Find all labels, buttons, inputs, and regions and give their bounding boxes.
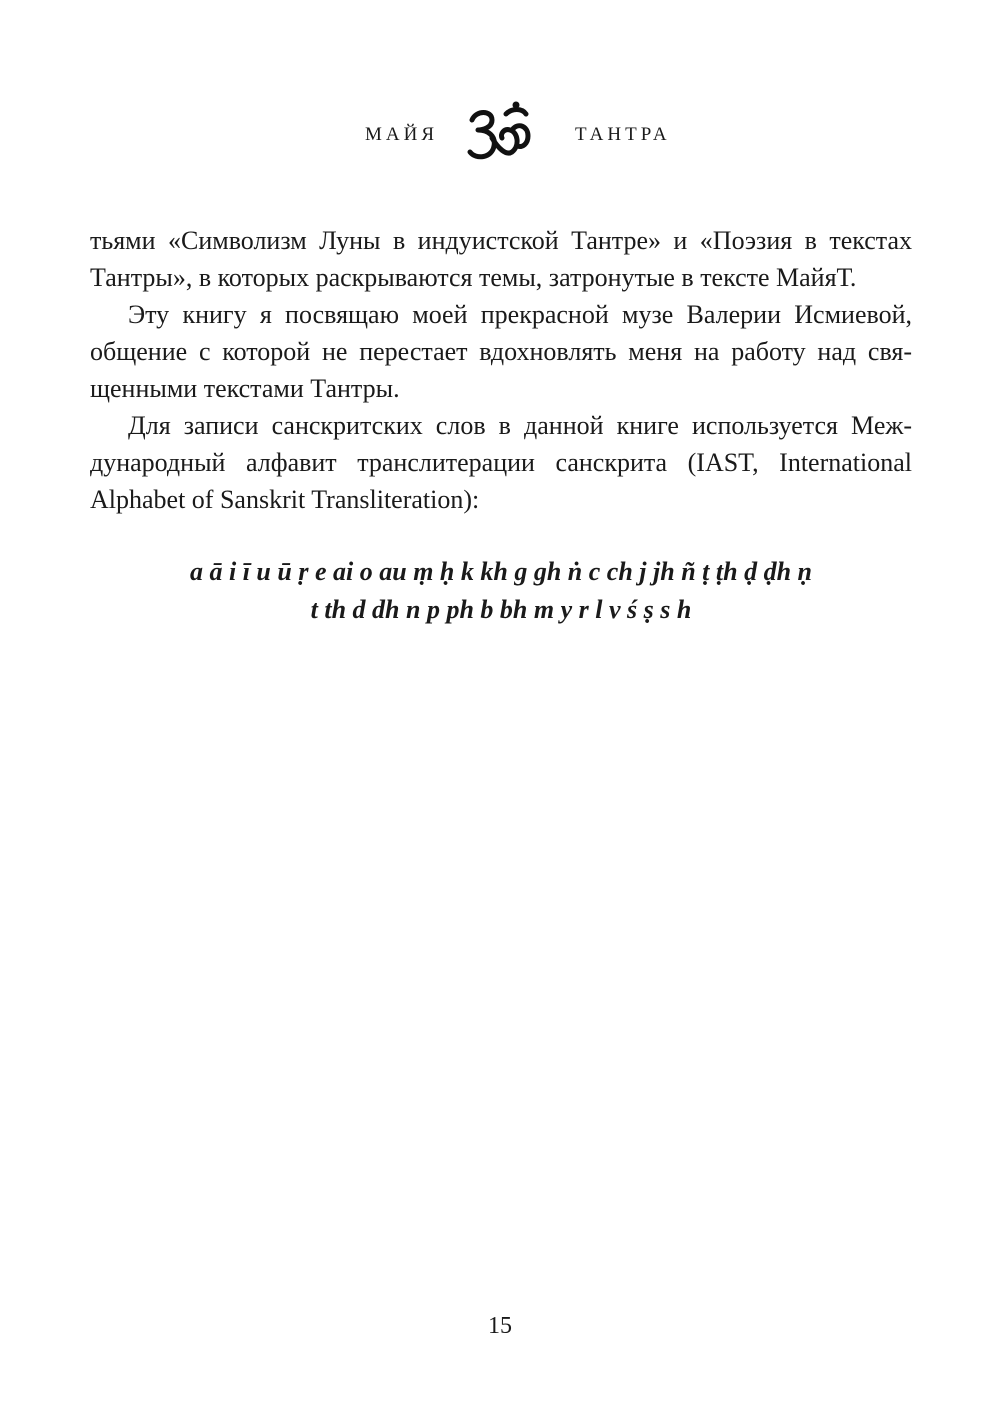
alphabet-line: a ā i ī u ū ṛ e ai o au ṃ ḥ k kh g gh ṅ c ch j jh ñ ṭ ṭh ḍ ḍh ṇ [189, 557, 812, 586]
text-line: Эту книгу я посвящаю моей прекрасной музе Валерии Исмиевой, [128, 300, 912, 329]
running-header [0, 100, 1000, 170]
paragraph-dedication [90, 296, 912, 407]
paragraph-continuation [90, 222, 912, 296]
text-line: Для записи санскритских слов в данной книге используется Меж- [128, 411, 912, 440]
text-line: дународный алфавит транслитерации санскрита (IAST, International [90, 448, 912, 477]
text-line: Тантры», в которых раскрываются темы, затронутые в тексте МайяТ. [90, 263, 857, 292]
body-text [90, 222, 912, 518]
text-line: общение с которой не перестает вдохновлять меня на работу над свя- [90, 337, 912, 366]
text-line: тьями «Символизм Луны в индуистской Тантре» и «Поэзия в текстах [90, 226, 912, 255]
om-icon [462, 100, 538, 166]
paragraph-transliteration-note [90, 407, 912, 518]
header-title-left: МАЙЯ [365, 124, 439, 145]
text-line: Alphabet of Sanskrit Transliteration): [90, 485, 480, 514]
text-line: щенными текстами Тантры. [90, 374, 400, 403]
alphabet-line: t th d dh n p ph b bh m y r l v ś ṣ s h [310, 595, 692, 624]
header-title-right: ТАНТРА [575, 124, 671, 145]
page-number: 15 [488, 1313, 512, 1339]
iast-alphabet [90, 553, 912, 629]
